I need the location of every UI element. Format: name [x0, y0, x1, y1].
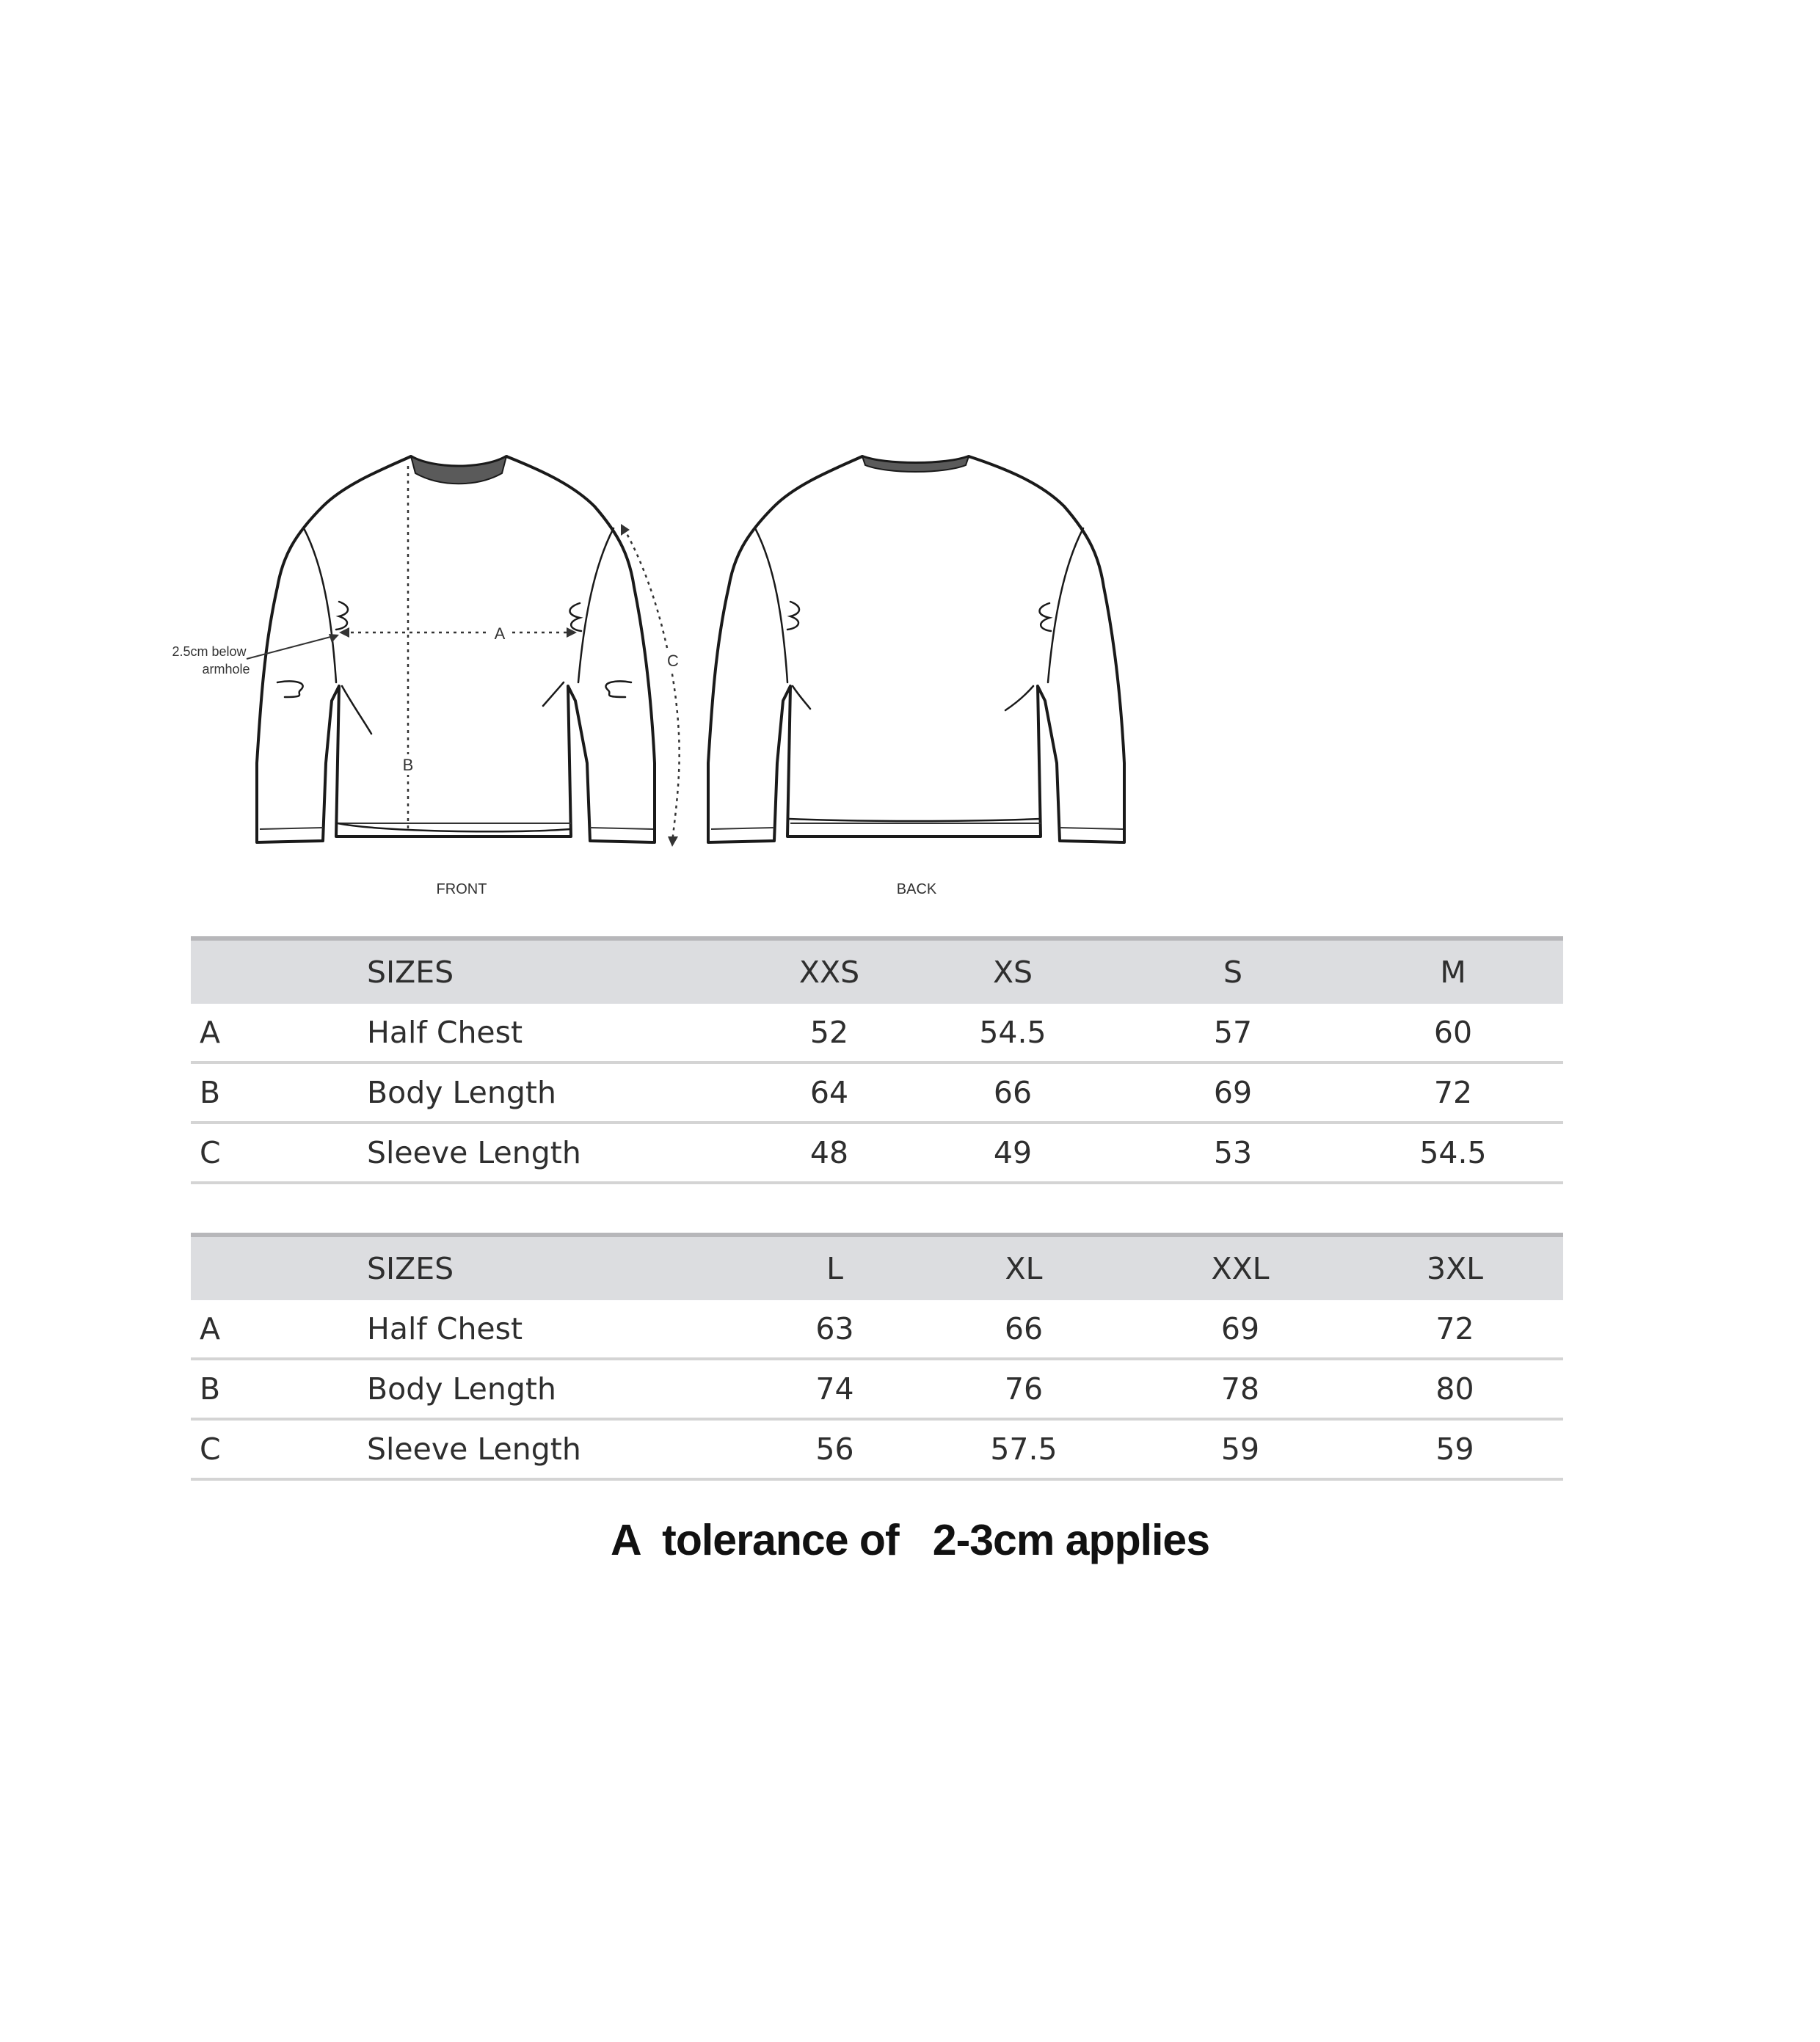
- measurement-value: 56: [756, 1419, 914, 1479]
- row-label: Half Chest: [367, 1300, 756, 1359]
- size-header: L: [756, 1235, 914, 1300]
- measurement-value: 48: [756, 1123, 903, 1183]
- row-label: Sleeve Length: [367, 1419, 756, 1479]
- table-header-row: [191, 938, 1563, 1004]
- sizes-header: SIZES: [367, 938, 756, 1004]
- size-header: XL: [914, 1235, 1134, 1300]
- measurement-value: 59: [1347, 1419, 1563, 1479]
- measurement-value: 59: [1134, 1419, 1347, 1479]
- row-label: Body Length: [367, 1062, 756, 1123]
- front-sweatshirt-drawing: [172, 456, 681, 897]
- table-header-row: [191, 1235, 1563, 1300]
- header-empty-cell: [191, 938, 367, 1004]
- measurement-value: 53: [1123, 1123, 1343, 1183]
- armhole-note-line2: armhole: [202, 662, 250, 677]
- measurement-value: 57.5: [914, 1419, 1134, 1479]
- row-label: Sleeve Length: [367, 1123, 756, 1183]
- measurement-value: 69: [1134, 1300, 1347, 1359]
- armhole-note-line1: 2.5cm below: [172, 644, 247, 659]
- measurement-value: 49: [903, 1123, 1123, 1183]
- size-header: M: [1343, 938, 1563, 1004]
- measurement-value: 74: [756, 1359, 914, 1419]
- size-header: XS: [903, 938, 1123, 1004]
- measurement-value: 57: [1123, 1004, 1343, 1062]
- header-empty-cell: [191, 1235, 367, 1300]
- size-header: S: [1123, 938, 1343, 1004]
- garment-diagram: [0, 0, 1820, 925]
- table-row: [191, 1359, 1563, 1419]
- measurement-value: 63: [756, 1300, 914, 1359]
- measurement-value: 72: [1343, 1062, 1563, 1123]
- row-label: Half Chest: [367, 1004, 756, 1062]
- measurement-value: 64: [756, 1062, 903, 1123]
- table-row: [191, 1004, 1563, 1062]
- measurement-value: 54.5: [1343, 1123, 1563, 1183]
- front-caption: FRONT: [436, 881, 487, 897]
- measurement-value: 66: [914, 1300, 1134, 1359]
- size-table-large: [191, 1233, 1563, 1481]
- measure-label-b: B: [402, 756, 414, 774]
- table-row: [191, 1062, 1563, 1123]
- measurement-value: 80: [1347, 1359, 1563, 1419]
- size-table-small: [191, 936, 1563, 1184]
- back-caption: BACK: [896, 881, 937, 897]
- measurement-value: 72: [1347, 1300, 1563, 1359]
- measurement-value: 60: [1343, 1004, 1563, 1062]
- row-letter: A: [191, 1004, 367, 1062]
- measurement-value: 69: [1123, 1062, 1343, 1123]
- row-letter: A: [191, 1300, 367, 1359]
- measure-label-c: C: [667, 652, 679, 670]
- back-sweatshirt-drawing: [708, 456, 1124, 897]
- measurement-value: 54.5: [903, 1004, 1123, 1062]
- measurement-value: 52: [756, 1004, 903, 1062]
- tolerance-note: A tolerance of 2-3cm applies: [610, 1516, 1210, 1564]
- size-header: XXS: [756, 938, 903, 1004]
- measure-label-a: A: [494, 624, 506, 643]
- row-letter: C: [191, 1123, 367, 1183]
- measurement-value: 76: [914, 1359, 1134, 1419]
- measurement-value: 78: [1134, 1359, 1347, 1419]
- row-letter: B: [191, 1359, 367, 1419]
- measurement-value: 66: [903, 1062, 1123, 1123]
- row-letter: C: [191, 1419, 367, 1479]
- row-label: Body Length: [367, 1359, 756, 1419]
- sizes-header: SIZES: [367, 1235, 756, 1300]
- size-header: 3XL: [1347, 1235, 1563, 1300]
- row-letter: B: [191, 1062, 367, 1123]
- table-row: [191, 1123, 1563, 1183]
- table-row: [191, 1419, 1563, 1479]
- size-header: XXL: [1134, 1235, 1347, 1300]
- table-row: [191, 1300, 1563, 1359]
